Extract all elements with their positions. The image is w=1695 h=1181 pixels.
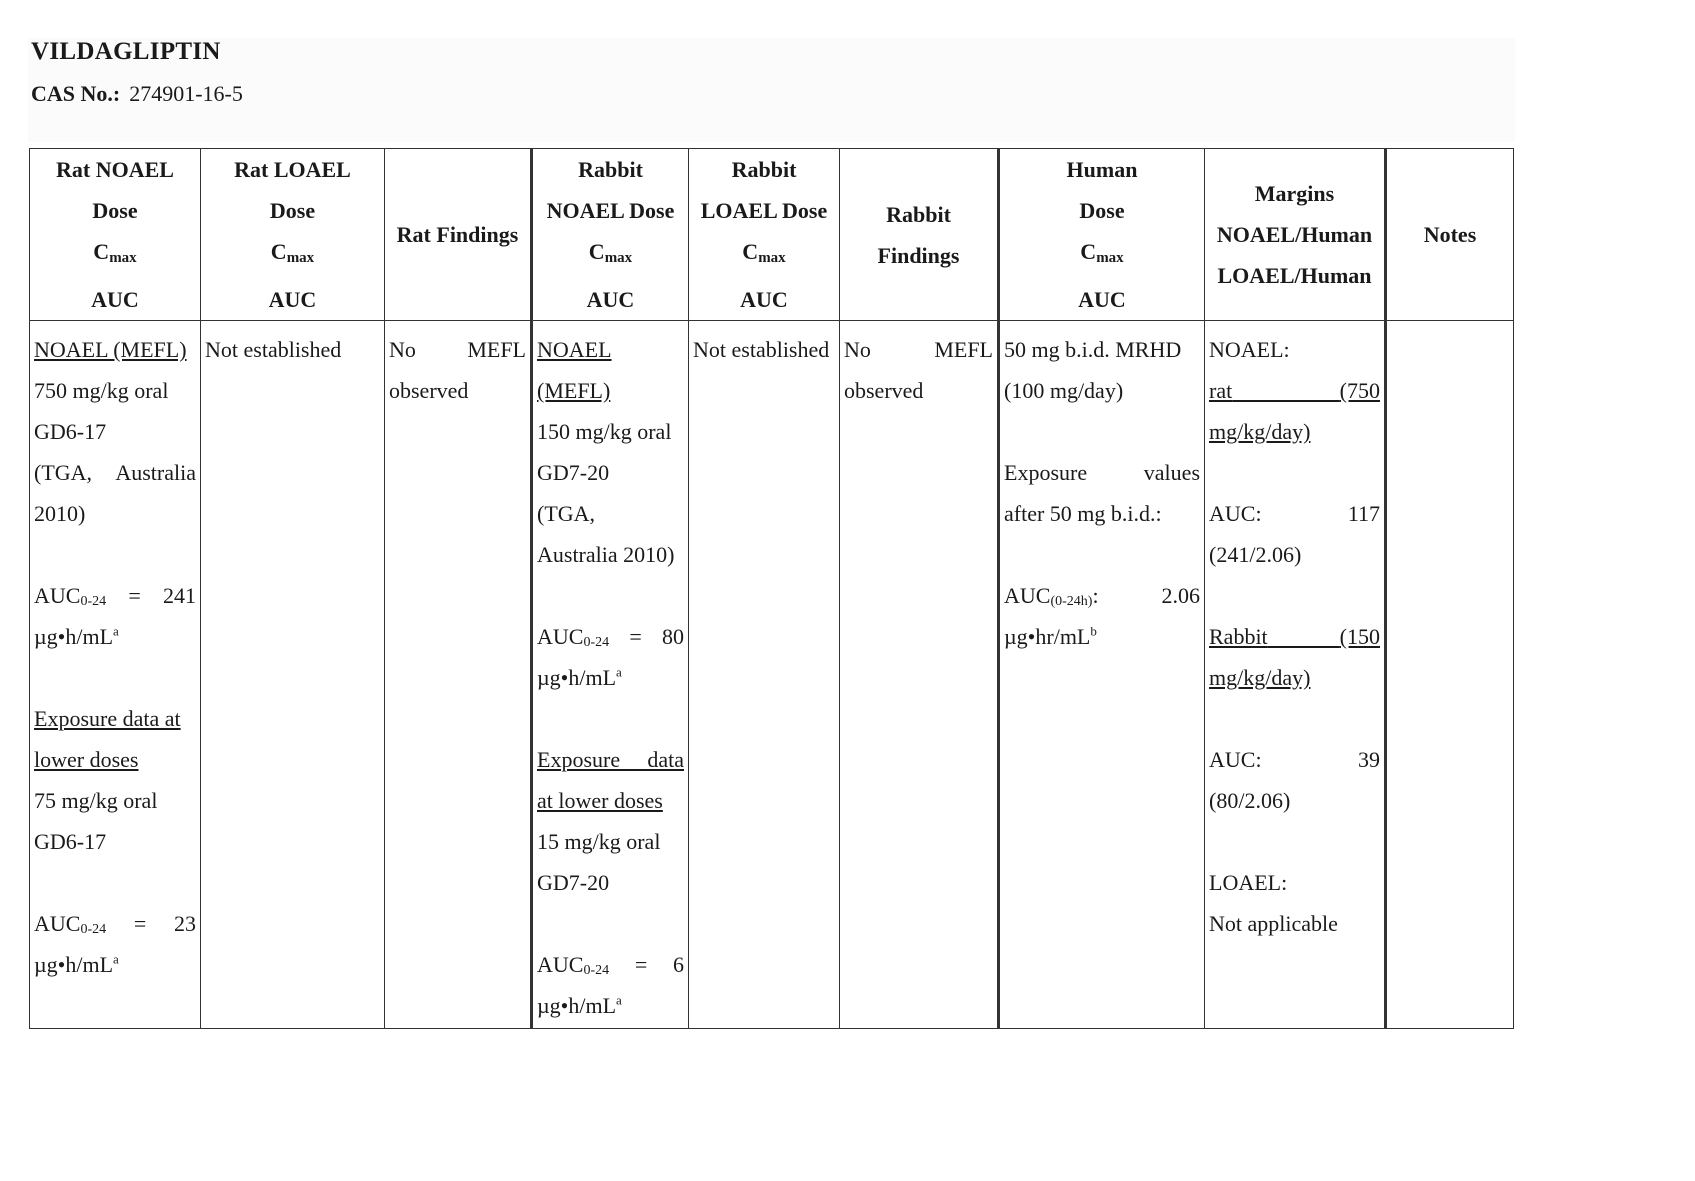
- cell-rabbit-noael: NOAEL (MEFL) 150 mg/kg oral GD7-20 (TGA, Australia 2010) AUC0-24 = 80 $\mu g•h/mL^a$ Exposure data at lower doses 15 mg/kg oral GD7-20 AUC0-24 = 6 $\mu g•h/mL^a$: [532, 321, 689, 1029]
- drug-name: VILDAGLIPTIN: [31, 38, 221, 65]
- toxicity-table: [29, 148, 1514, 1029]
- header-rat-findings: Rat Findings: [385, 149, 532, 321]
- cell-rat-findings: No MEFL observed: [385, 321, 532, 1029]
- header-margins: Margins NOAEL/Human LOAEL/Human: [1205, 149, 1386, 321]
- cell-human: 50 mg b.i.d. MRHD (100 mg/day) Exposure values after 50 mg b.i.d.: AUC(0-24h): 2.06 $\mu g•hr/mL^b$: [999, 321, 1205, 1029]
- header-notes: Notes: [1386, 149, 1514, 321]
- cell-rat-noael: NOAEL (MEFL) 750 mg/kg oral GD6-17 (TGA, Australia 2010) AUC0-24 = 241 $\mu g•h/mL^a$ Exposure data at lower doses 75 mg/kg oral GD6-17 AUC0-24 = 23 $\mu g•h/mL^a$: [30, 321, 201, 1029]
- cas-number: [31, 81, 243, 107]
- cell-margins: NOAEL: rat (750 mg/kg/day) AUC: 117 (241/2.06) Rabbit (150 mg/kg/day) AUC: 39 (80/2.06) LOAEL: Not applicable: [1205, 321, 1386, 1029]
- header-rat-noael: Rat NOAEL Dose Cmax AUC: [30, 149, 201, 321]
- cas-label: CAS No.:: [31, 81, 121, 106]
- header-rat-loael: Rat LOAEL Dose Cmax AUC: [201, 149, 385, 321]
- header-rabbit-findings: Rabbit Findings: [840, 149, 999, 321]
- header-rabbit-loael: Rabbit LOAEL Dose Cmax AUC: [689, 149, 840, 321]
- page-header: [28, 38, 1515, 142]
- table-row: [30, 321, 1514, 1029]
- cell-notes: [1386, 321, 1514, 1029]
- rat-noael-heading: NOAEL (MEFL): [34, 337, 187, 362]
- cas-value: 274901-16-5: [129, 81, 243, 106]
- cell-rabbit-findings: No MEFL observed: [840, 321, 999, 1029]
- cell-rat-loael: Not established: [201, 321, 385, 1029]
- cell-rabbit-loael: Not established: [689, 321, 840, 1029]
- table-header-row: [30, 149, 1514, 321]
- header-rabbit-noael: Rabbit NOAEL Dose Cmax AUC: [532, 149, 689, 321]
- header-human: Human Dose Cmax AUC: [999, 149, 1205, 321]
